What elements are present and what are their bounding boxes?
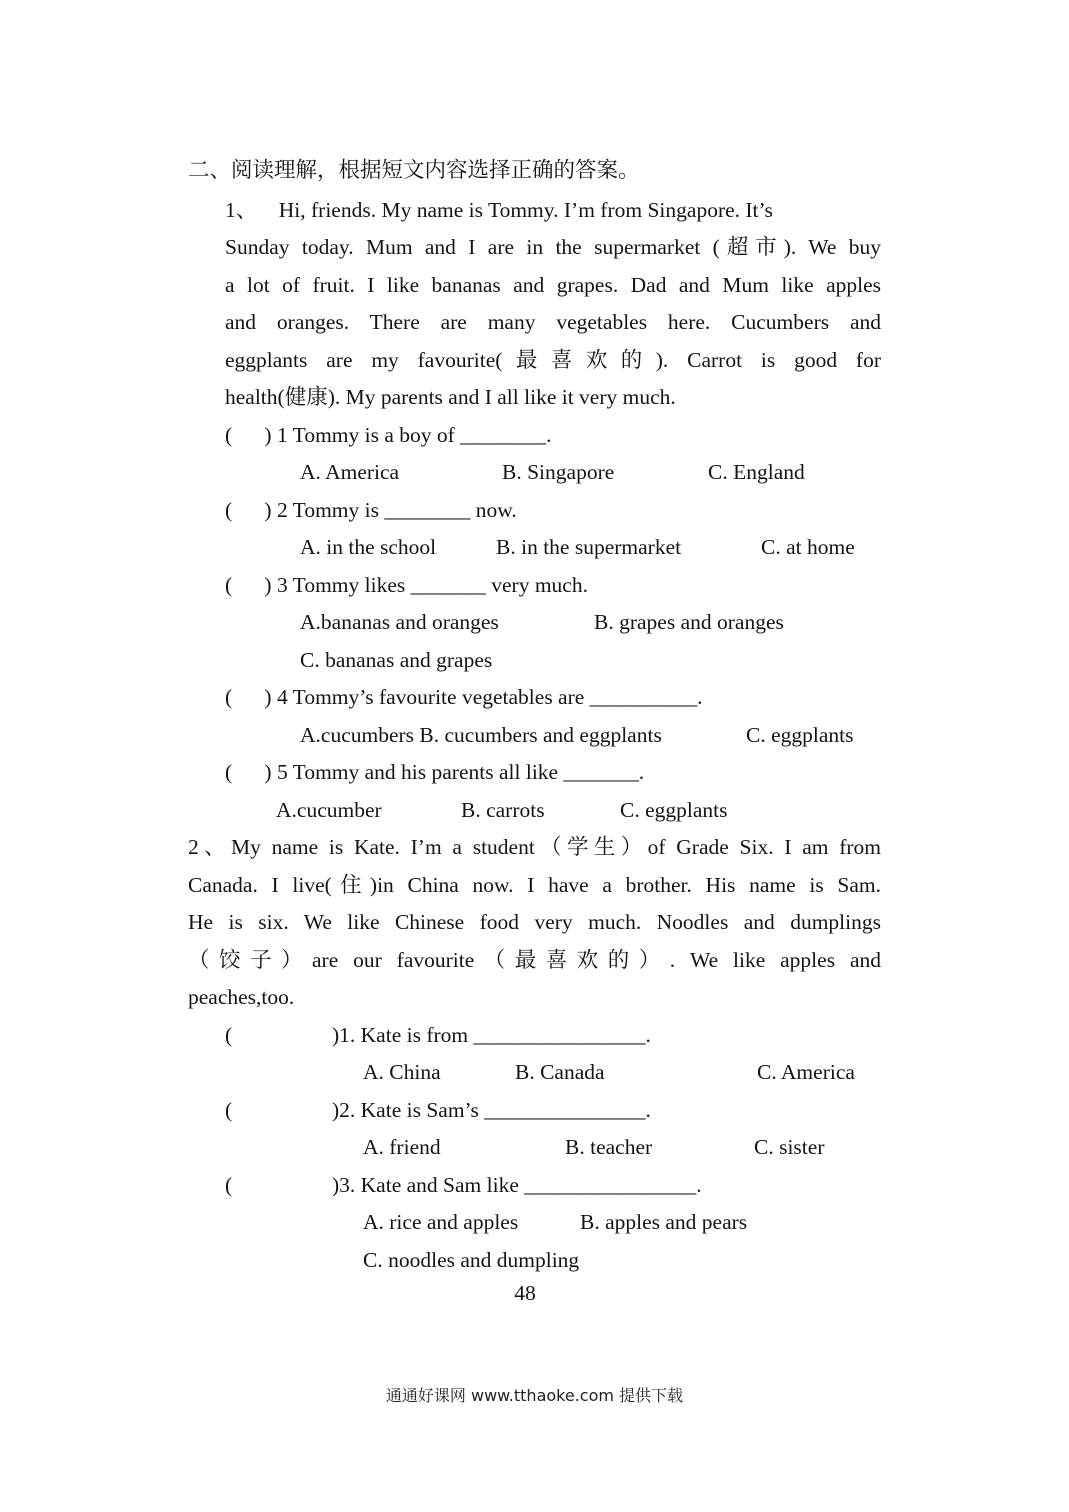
passage-1-line: a lot of fruit. I like bananas and grapes. Dad and Mum like apples (225, 273, 881, 297)
option-a-b: A.cucumbers B. cucumbers and eggplants (300, 723, 662, 747)
option-c: C. America (757, 1060, 855, 1084)
option-a: A. rice and apples (363, 1210, 519, 1234)
question-stem: )2. Kate is Sam’s _______________. (332, 1098, 651, 1122)
option-a: A. friend (363, 1135, 441, 1159)
option-c: C. England (708, 460, 805, 484)
option-c: C. noodles and dumpling (363, 1248, 580, 1272)
question-stem: ( ) 3 Tommy likes _______ very much. (225, 573, 588, 597)
option-c: C. eggplants (746, 723, 854, 747)
answer-paren: ( (225, 1098, 233, 1122)
option-a: A. America (300, 460, 400, 484)
option-b: B. apples and pears (580, 1210, 748, 1234)
option-c: C. eggplants (620, 798, 728, 822)
option-b: B. Canada (515, 1060, 605, 1084)
option-b: B. grapes and oranges (594, 610, 784, 634)
footer-download-note: 通通好课网 www.tthaoke.com 提供下载 (385, 1386, 684, 1405)
option-b: B. teacher (565, 1135, 653, 1159)
answer-paren: ( (225, 1023, 233, 1047)
question-stem: )1. Kate is from ________________. (332, 1023, 651, 1047)
passage-2-line: （饺子）are our favourite（最喜欢的）. We like apples and (188, 948, 881, 972)
passage-1-line: health(健康). My parents and I all like it very much. (225, 385, 676, 409)
question-stem: ( ) 4 Tommy’s favourite vegetables are __________. (225, 685, 703, 709)
passage-1-line: and oranges. There are many vegetables here. Cucumbers and (225, 310, 881, 334)
option-b: B. Singapore (502, 460, 615, 484)
question-stem: ( ) 2 Tommy is ________ now. (225, 498, 517, 522)
question-stem: ( ) 1 Tommy is a boy of ________. (225, 423, 552, 447)
answer-paren: ( (225, 1173, 233, 1197)
passage-1-line: eggplants are my favourite(最喜欢的). Carrot is good for (225, 348, 881, 372)
question-stem: ( ) 5 Tommy and his parents all like _______. (225, 760, 645, 784)
option-a: A. in the school (300, 535, 437, 559)
section-title: 二、阅读理解，根据短文内容选择正确的答案。 (188, 158, 640, 182)
page-number: 48 (514, 1281, 536, 1305)
passage-1-line: Sunday today. Mum and I are in the supermarket (超市). We buy (225, 235, 881, 259)
passage-2-line: He is six. We like Chinese food very much. Noodles and dumplings (188, 910, 881, 934)
option-c: C. sister (754, 1135, 825, 1159)
option-b: B. carrots (461, 798, 545, 822)
option-a: A.cucumber (276, 798, 382, 822)
option-b: B. in the supermarket (496, 535, 682, 559)
passage-2-line: peaches,too. (188, 985, 295, 1009)
option-a: A. China (363, 1060, 441, 1084)
passage-2-line: 2、My name is Kate. I’m a student（学生）of Grade Six. I am from (188, 835, 881, 859)
option-c: C. at home (761, 535, 855, 559)
option-c: C. bananas and grapes (300, 648, 493, 672)
option-a: A.bananas and oranges (300, 610, 499, 634)
question-stem: )3. Kate and Sam like ________________. (332, 1173, 702, 1197)
passage-1-line: 1、 Hi, friends. My name is Tommy. I’m from Singapore. It’s (225, 198, 773, 222)
passage-2-line: Canada. I live(住)in China now. I have a brother. His name is Sam. (188, 873, 881, 897)
